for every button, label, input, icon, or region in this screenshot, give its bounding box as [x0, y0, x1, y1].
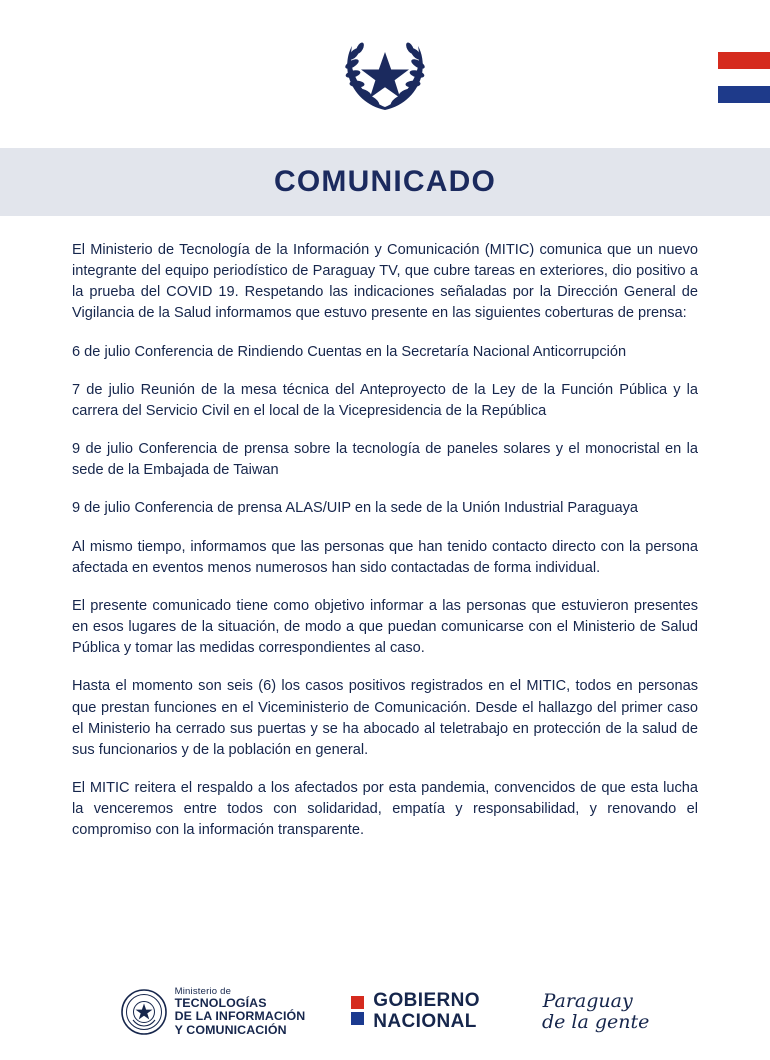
paraguay-flag-bars-icon: [718, 52, 770, 103]
page-title: COMUNICADO: [274, 165, 496, 198]
paragraph: El Ministerio de Tecnología de la Información y Comunicación (MITIC) comunica que un nuevo integrante del equipo periodístico de Paraguay TV, que cubre tareas en exteriores, dio positivo a la prueba del COVID 19. Respetando las indicaciones señaladas por la Dirección General de Vigilancia de la Salud informamos que estuvo presente en las siguientes coberturas de prensa:: [72, 242, 698, 322]
mitic-line-2: TECNOLOGÍAS: [174, 996, 267, 1011]
paraguay-de-la-gente-logo: [526, 991, 649, 1034]
paragraph: El MITIC reitera el respaldo a los afectados por esta pandemia, convencidos de que esta lucha la venceremos entre todos con solidaridad, empatía y responsabilidad, y renovando el compromiso con la información transparente.: [72, 779, 698, 839]
paraguay-coat-of-arms-icon: [330, 36, 440, 114]
mitic-line-4: Y COMUNICACIÓN: [174, 1022, 287, 1037]
gobierno-nacional-logo: [351, 991, 480, 1032]
paragraph: 6 de julio Conferencia de Rindiendo Cuentas en la Secretaría Nacional Anticorrupción: [72, 343, 627, 360]
paragraph: Al mismo tiempo, informamos que las personas que han tenido contacto directo con la persona afectada en eventos menos numerosos han sido contactadas de forma individual.: [72, 538, 698, 576]
paragraph: El presente comunicado tiene como objetivo informar a las personas que estuvieron presentes en esos lugares de la situación, de modo a que puedan comunicarse con el Ministerio de Salud Pública y tomar las medidas correspondientes al caso.: [72, 597, 698, 657]
gobierno-line-1: GOBIERNO: [373, 990, 480, 1012]
republica-del-paraguay-seal-icon: [121, 989, 167, 1035]
gobierno-nacional-marks-icon: [351, 996, 364, 1028]
document-header: [0, 0, 770, 148]
mitic-line-1: Ministerio de: [174, 985, 232, 997]
gobierno-nacional-text: [373, 991, 480, 1032]
paragraph: Hasta el momento son seis (6) los casos positivos registrados en el MITIC, todos en personas que prestan funciones en el Viceministerio de Comunicación. Desde el hallazgo del primer caso el Ministerio ha cerrado sus puertas y se ha abocado al teletrabajo en protección de la salud de sus funcionarios y de la población en general.: [72, 678, 698, 758]
gobierno-line-2: NACIONAL: [373, 1011, 477, 1032]
gob-mark-blue: [351, 1012, 364, 1025]
document-footer: [0, 964, 770, 1060]
paragraph: 9 de julio Conferencia de prensa ALAS/UIP en la sede de la Unión Industrial Paraguaya: [72, 500, 639, 517]
mitic-line-3: DE LA INFORMACIÓN: [174, 1009, 306, 1024]
flag-bar-red: [718, 52, 770, 69]
document-body: [0, 216, 770, 841]
flag-bar-white: [718, 69, 770, 86]
paragraph: 7 de julio Reunión de la mesa técnica del Anteproyecto de la Ley de la Función Pública y la carrera del Servicio Civil en el local de la Vicepresidencia de la República: [72, 381, 698, 419]
mitic-logo: [121, 987, 306, 1037]
flag-bar-blue: [718, 86, 770, 103]
paraguay-line-1: Paraguay: [542, 989, 633, 1012]
paraguay-de-la-gente-text: [526, 991, 649, 1034]
paraguay-line-2: de la gente: [541, 1011, 650, 1033]
gob-mark-red: [351, 996, 364, 1009]
mitic-logo-text: [175, 987, 306, 1037]
title-band: [0, 148, 770, 216]
paragraph: 9 de julio Conferencia de prensa sobre la tecnología de paneles solares y el monocristal en la sede de la Embajada de Taiwan: [72, 441, 698, 479]
